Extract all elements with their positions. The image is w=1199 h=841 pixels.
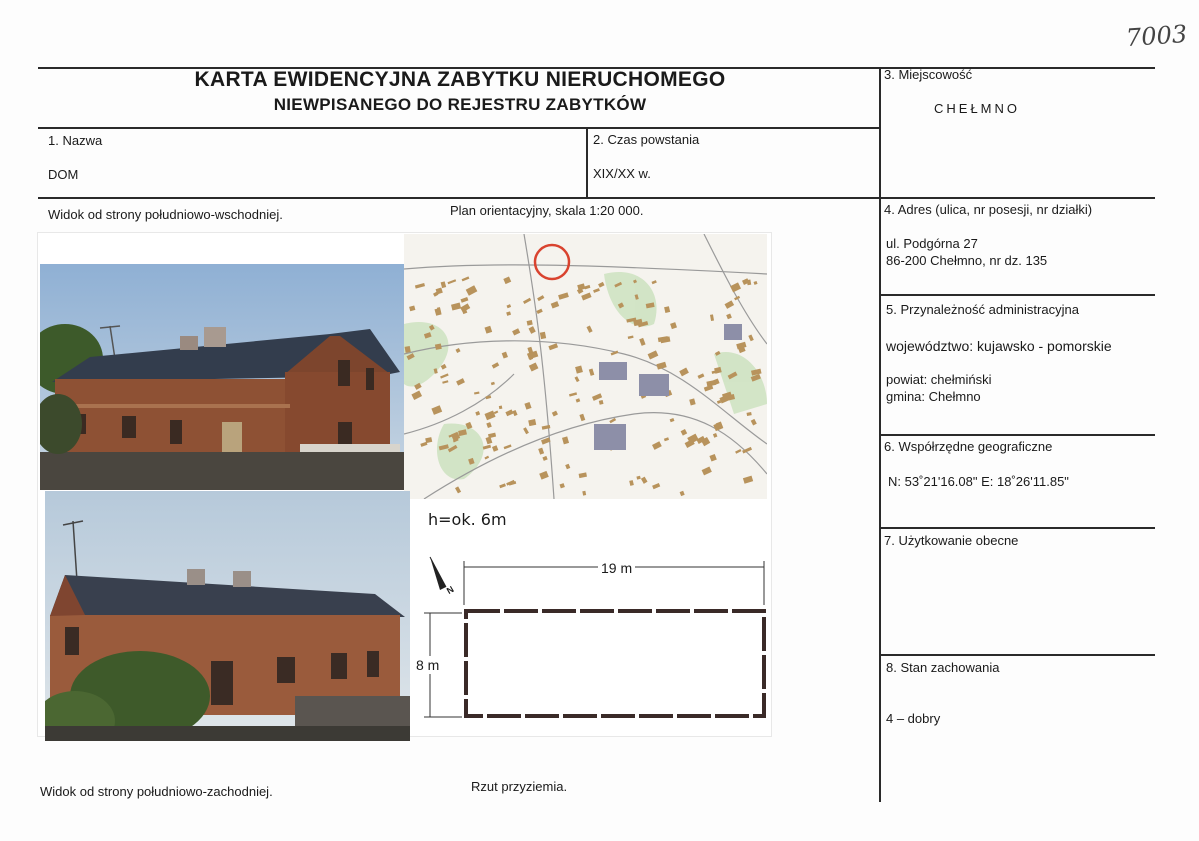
house-photo-southwest xyxy=(45,491,410,741)
map-building xyxy=(405,346,411,353)
name-row-bottom-line xyxy=(38,197,1155,199)
map-building xyxy=(499,406,503,410)
card-subtitle: NIEWPISANEGO DO REJESTRU ZABYTKÓW xyxy=(273,95,647,114)
name-label: 1. Nazwa xyxy=(48,133,103,148)
photo-bottom-caption: Widok od strony południowo-zachodniej. xyxy=(40,784,273,799)
north-label: N xyxy=(444,584,456,596)
row-divider-8 xyxy=(879,654,1155,656)
map-caption: Plan orientacyjny, skala 1:20 000. xyxy=(450,203,644,218)
locality-value: CHEŁMNO xyxy=(934,101,1021,116)
locality-label: 3. Miejscowość xyxy=(884,67,973,82)
commune-value: gmina: Chełmno xyxy=(886,389,981,404)
address-line2: 86-200 Chełmno, nr dz. 135 xyxy=(886,253,1048,268)
admin-label: 5. Przynależność administracyjna xyxy=(886,302,1079,317)
row-divider-7 xyxy=(879,527,1155,529)
plan-width-label: 19 m xyxy=(598,560,635,576)
handwritten-number: 7003 xyxy=(1125,19,1188,53)
plan-caption: Rzut przyziemia. xyxy=(471,779,568,794)
card-title: KARTA EWIDENCYJNA ZABYTKU NIERUCHOMEGO xyxy=(194,68,726,91)
plan-depth-label: 8 m xyxy=(416,657,440,673)
coords-label: 6. Współrzędne geograficzne xyxy=(884,439,1053,454)
date-label: 2. Czas powstania xyxy=(593,132,700,147)
photo-top-caption: Widok od strony południowo-wschodniej. xyxy=(48,207,283,222)
house-photo-southeast xyxy=(40,264,406,490)
floor-plan-drawing xyxy=(410,545,775,730)
address-line1: ul. Podgórna 27 xyxy=(886,236,978,251)
usage-label: 7. Użytkowanie obecne xyxy=(884,533,1019,548)
name-value: DOM xyxy=(48,167,79,182)
county-value: powiat: chełmiński xyxy=(886,372,992,387)
row-divider-5 xyxy=(879,294,1155,296)
map-building xyxy=(435,343,442,349)
row-divider-6 xyxy=(879,434,1155,436)
title-bottom-line xyxy=(38,127,880,129)
coords-value: N: 53˚21'16.08" E: 18˚26'11.85" xyxy=(888,474,1069,489)
date-value: XIX/XX w. xyxy=(593,166,651,181)
col-divider-left xyxy=(586,127,588,197)
height-note: h=ok. 6m xyxy=(428,510,507,529)
condition-value: 4 – dobry xyxy=(886,711,941,726)
address-label: 4. Adres (ulica, nr posesji, nr działki) xyxy=(884,202,1093,217)
voivodeship-value: województwo: kujawsko - pomorskie xyxy=(886,338,1112,354)
orientation-map xyxy=(404,234,767,499)
condition-label: 8. Stan zachowania xyxy=(886,660,1000,675)
